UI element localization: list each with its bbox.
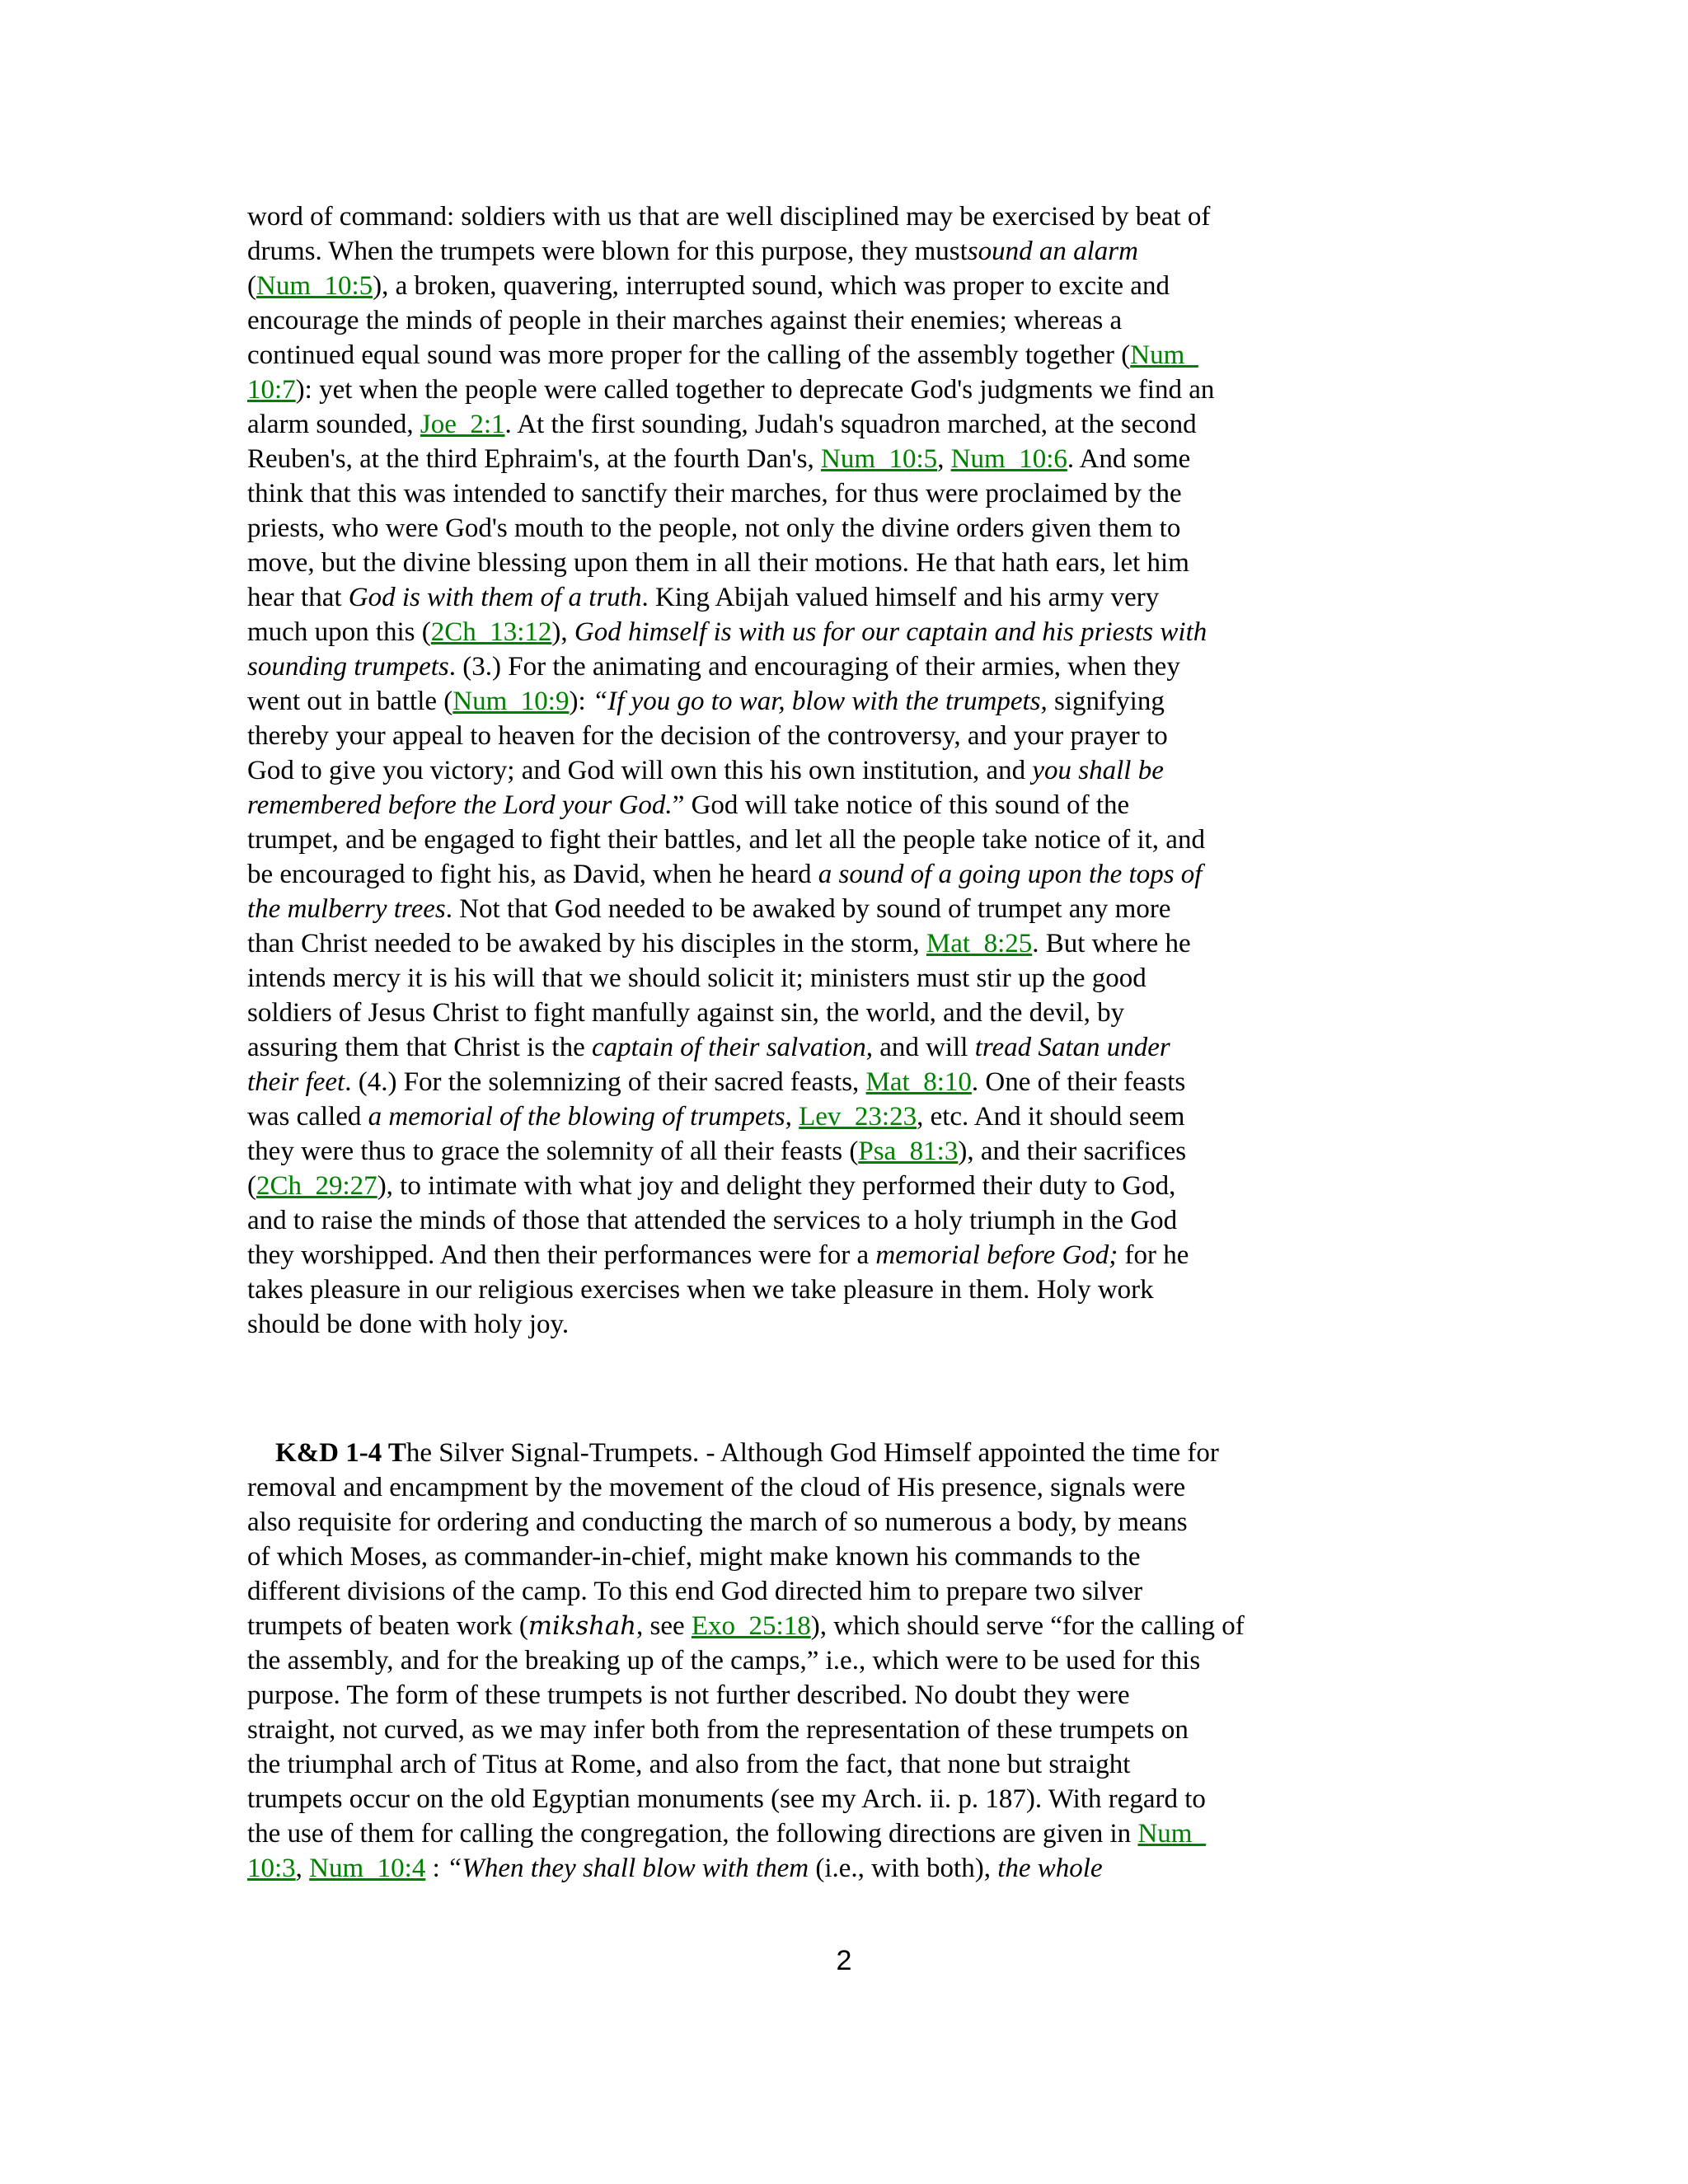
text-segment: ), and their sacrifices: [958, 1137, 1187, 1166]
text-line: [247, 1436, 1451, 1470]
text-segment: (: [247, 1171, 256, 1201]
scripture-link[interactable]: Psa_81:3: [858, 1137, 959, 1166]
text-line: [247, 926, 1451, 961]
scripture-link[interactable]: Num_: [1130, 340, 1198, 370]
text-segment: . Not that God needed to be awaked by sound of trumpet any more: [445, 894, 1171, 924]
text-line: [247, 1678, 1451, 1713]
text-line: [247, 303, 1451, 338]
scripture-link[interactable]: Lev_23:23: [799, 1102, 917, 1132]
text-segment: drums. When the trumpets were blown for this purpose, they must: [247, 237, 968, 266]
text-segment: the use of them for calling the congregation, the following directions are given in: [247, 1819, 1138, 1849]
text-line: [247, 1505, 1451, 1540]
text-line: [247, 996, 1451, 1030]
text-segment: alarm sounded,: [247, 410, 420, 439]
text-segment: be encouraged to fight his, as David, when he heard: [247, 860, 818, 889]
scripture-link[interactable]: Num_10:6: [950, 444, 1067, 474]
text-segment: he Silver Signal-Trumpets. - Although God Himself appointed the time for: [406, 1438, 1219, 1468]
text-segment: captain of their salvation,: [591, 1033, 873, 1062]
text-line: [247, 269, 1451, 303]
text-line: [247, 338, 1451, 373]
text-line: [247, 1816, 1451, 1851]
text-segment: you shall be: [1032, 756, 1164, 785]
text-segment: (: [247, 271, 256, 301]
text-segment: ),: [551, 617, 574, 647]
text-segment: ,: [937, 444, 951, 474]
text-line: [247, 857, 1451, 892]
scripture-link[interactable]: Mat_8:10: [865, 1067, 972, 1097]
text-segment: assuring them that Christ is the: [247, 1033, 592, 1062]
text-line: [247, 1540, 1451, 1574]
scripture-link[interactable]: Num_10:5: [821, 444, 938, 474]
text-line: [247, 442, 1451, 476]
text-line: [247, 546, 1451, 580]
text-segment: soldiers of Jesus Christ to fight manfully against sin, the world, and the devil, by: [247, 998, 1125, 1028]
scripture-link[interactable]: Num_: [1137, 1819, 1206, 1849]
text-line: [247, 1272, 1451, 1307]
text-segment: K&D 1-4 T: [275, 1438, 406, 1468]
text-segment: trumpet, and be engaged to fight their battles, and let all the people take notice of it, and: [247, 825, 1205, 855]
text-line: [247, 649, 1451, 684]
text-segment: memorial before God;: [875, 1240, 1118, 1270]
text-line: [247, 1643, 1451, 1678]
text-segment: the mulberry trees: [247, 894, 446, 924]
text-segment: word of command: soldiers with us that are well disciplined may be exercised by beat of: [247, 202, 1211, 232]
text-segment: . But where he: [1032, 929, 1191, 958]
text-line: [247, 1099, 1451, 1134]
text-segment: continued equal sound was more proper for the calling of the assembly together (: [247, 340, 1131, 370]
text-segment: and will: [872, 1033, 975, 1062]
text-segment: hear that: [247, 583, 349, 612]
text-segment: they worshipped. And then their performances were for a: [247, 1240, 876, 1270]
text-segment: “When they shall blow with them: [447, 1854, 809, 1883]
text-segment: signifying: [1047, 687, 1165, 716]
text-segment: trumpets of beaten work (: [247, 1611, 528, 1641]
text-segment: for he: [1118, 1240, 1189, 1270]
text-line: [247, 1134, 1451, 1169]
text-segment: mikshah: [528, 1612, 636, 1641]
text-segment: a sound of a going upon the tops of: [818, 860, 1203, 889]
text-segment: ), to intimate with what joy and delight they performed their duty to God,: [377, 1171, 1176, 1201]
text-segment: went out in battle (: [247, 687, 453, 716]
text-segment: the triumphal arch of Titus at Rome, and also from the fact, that none but straight: [247, 1750, 1131, 1779]
text-line: [247, 1609, 1451, 1643]
text-line: [247, 1782, 1451, 1816]
text-segment: God is with them of a truth: [348, 583, 642, 612]
text-line: [247, 1203, 1451, 1238]
text-line: [247, 1574, 1451, 1609]
text-segment: ” God will take notice of this sound of the: [672, 790, 1130, 820]
text-segment: remembered before the Lord your God.: [247, 790, 673, 820]
text-line: [247, 615, 1451, 649]
text-segment: move, but the divine blessing upon them in all their motions. He that hath ears, let him: [247, 548, 1189, 578]
text-segment: . At the first sounding, Judah's squadron marched, at the second: [504, 410, 1197, 439]
text-segment: removal and encampment by the movement of the cloud of His presence, signals were: [247, 1473, 1186, 1502]
text-line: [247, 476, 1451, 511]
text-segment: encourage the minds of people in their marches against their enemies; whereas a: [247, 306, 1123, 335]
text-segment: purpose. The form of these trumpets is not further described. No doubt they were: [247, 1680, 1130, 1710]
page-number: 2: [836, 1945, 852, 1976]
text-segment: straight, not curved, as we may infer both from the representation of these trumpets on: [247, 1715, 1189, 1745]
text-segment: different divisions of the camp. To this end God directed him to prepare two silver: [247, 1577, 1143, 1606]
text-line: [247, 580, 1451, 615]
text-segment: . One of their feasts: [971, 1067, 1186, 1097]
text-segment: thereby your appeal to heaven for the decision of the controversy, and your prayer to: [247, 721, 1168, 751]
text-line: [247, 1065, 1451, 1099]
text-line: [247, 1851, 1451, 1886]
text-line: [247, 1030, 1451, 1065]
text-line: [247, 1470, 1451, 1505]
text-segment: ,: [295, 1854, 310, 1883]
text-segment: of which Moses, as commander-in-chief, might make known his commands to the: [247, 1542, 1141, 1572]
text-segment: was called: [247, 1102, 368, 1132]
text-line: [247, 1169, 1451, 1203]
text-segment: their feet: [247, 1067, 345, 1097]
text-line: [247, 199, 1451, 234]
text-line: [247, 823, 1451, 857]
scripture-link[interactable]: 10:3: [247, 1854, 296, 1883]
keil-delitzsch-paragraph: [247, 1436, 1451, 1886]
text-segment: trumpets occur on the old Egyptian monuments (see my Arch. ii. p. 187). With regard to: [247, 1784, 1206, 1814]
scripture-link[interactable]: Mat_8:25: [926, 929, 1033, 958]
document-text: [247, 199, 1451, 1886]
text-line: [247, 892, 1451, 926]
text-line: [247, 753, 1451, 788]
henry-commentary-paragraph: [247, 199, 1451, 1342]
text-line: [247, 961, 1451, 996]
text-segment: . (4.) For the solemnizing of their sacred feasts,: [345, 1067, 866, 1097]
text-line: [247, 1238, 1451, 1272]
scripture-link[interactable]: Num_10:5: [256, 271, 373, 301]
text-segment: (i.e., with both),: [809, 1854, 998, 1883]
text-segment: should be done with holy joy.: [247, 1310, 570, 1339]
text-segment: “If you go to war, blow with the trumpets,: [592, 687, 1048, 716]
text-segment: they were thus to grace the solemnity of all their feasts (: [247, 1137, 859, 1166]
text-segment: . (3.) For the animating and encouraging of their armies, when they: [448, 652, 1180, 682]
text-segment: also requisite for ordering and conducting the march of so numerous a body, by means: [247, 1507, 1188, 1537]
text-segment: and to raise the minds of those that attended the services to a holy triumph in the God: [247, 1206, 1178, 1235]
text-line: [247, 373, 1451, 407]
text-segment: , see: [636, 1611, 692, 1641]
text-line: [247, 788, 1451, 823]
text-segment: a memorial of the blowing of trumpets,: [368, 1102, 792, 1132]
scripture-link[interactable]: 2Ch_29:27: [256, 1171, 377, 1201]
text-segment: than Christ needed to be awaked by his disciples in the storm,: [247, 929, 926, 958]
text-segment: the whole: [997, 1854, 1103, 1883]
text-segment: takes pleasure in our religious exercises when we take pleasure in them. Holy work: [247, 1275, 1154, 1305]
text-segment: ): yet when the people were called together to deprecate God's judgments we find an: [295, 375, 1215, 405]
text-segment: priests, who were God's mouth to the people, not only the divine orders given them to: [247, 513, 1181, 543]
text-segment: the assembly, and for the breaking up of the camps,” i.e., which were to be used for this: [247, 1646, 1201, 1675]
text-segment: . King Abijah valued himself and his army very: [641, 583, 1160, 612]
text-line: [247, 407, 1451, 442]
text-line: [247, 511, 1451, 546]
text-line: [247, 1747, 1451, 1782]
text-segment: sounding trumpets: [247, 652, 449, 682]
text-segment: :: [425, 1854, 448, 1883]
text-line: [247, 684, 1451, 719]
text-line: [247, 1307, 1451, 1342]
text-segment: ):: [569, 687, 593, 716]
text-segment: ), which should serve “for the calling of: [810, 1611, 1245, 1641]
scripture-link[interactable]: Num_10:9: [452, 687, 570, 716]
text-segment: Reuben's, at the third Ephraim's, at the fourth Dan's,: [247, 444, 822, 474]
scripture-link[interactable]: Joe_2:1: [420, 410, 505, 439]
text-line: [247, 719, 1451, 753]
text-segment: God himself is with us for our captain and his priests with: [574, 617, 1207, 647]
text-segment: intends mercy it is his will that we should solicit it; ministers must stir up the good: [247, 963, 1146, 993]
text-line: [247, 234, 1451, 269]
text-segment: , etc. And it should seem: [917, 1102, 1185, 1132]
text-segment: ), a broken, quavering, interrupted sound, which was proper to excite and: [373, 271, 1170, 301]
scripture-link[interactable]: 2Ch_13:12: [430, 617, 552, 647]
text-line: [247, 1713, 1451, 1747]
text-segment: sound an alarm: [967, 237, 1138, 266]
scripture-link[interactable]: Num_10:4: [309, 1854, 426, 1883]
text-segment: . And some: [1067, 444, 1191, 474]
scripture-link[interactable]: 10:7: [247, 375, 296, 405]
text-segment: much upon this (: [247, 617, 431, 647]
text-segment: God to give you victory; and God will own this his own institution, and: [247, 756, 1033, 785]
scripture-link[interactable]: Exo_25:18: [691, 1611, 811, 1641]
text-segment: think that this was intended to sanctify their marches, for thus were proclaimed by the: [247, 479, 1182, 509]
text-segment: [792, 1102, 799, 1132]
text-segment: tread Satan under: [974, 1033, 1170, 1062]
